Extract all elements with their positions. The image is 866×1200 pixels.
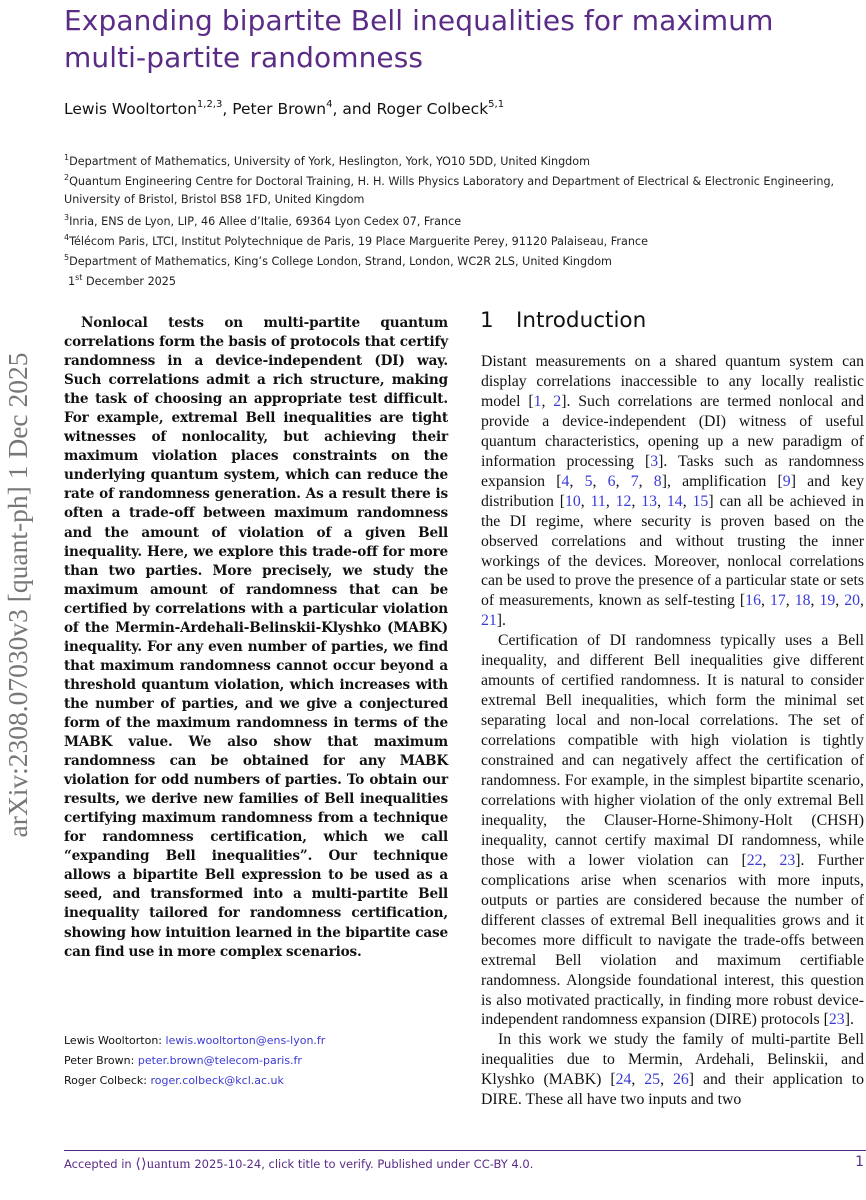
citation-link[interactable]: 21	[481, 612, 497, 630]
section-title: Introduction	[516, 308, 647, 333]
citation-link[interactable]: 16	[745, 592, 761, 610]
author-name: Peter Brown	[232, 100, 327, 118]
contact-line: Lewis Wooltorton: lewis.wooltorton@ens-lyon.fr	[64, 1034, 326, 1047]
citation-link[interactable]: 5	[584, 472, 593, 490]
contact-emails	[64, 1031, 325, 1091]
author-affiliation-marks: 4	[326, 99, 333, 110]
citation-link[interactable]: 23	[828, 1011, 845, 1029]
paper-title[interactable]: Expanding bipartite Bell inequalities for maximum multi-partite randomness	[64, 4, 774, 74]
publication-date: 1st December 2025	[68, 273, 177, 288]
citation-link[interactable]: 14	[666, 492, 683, 510]
paragraph: Distant measurements on a shared quantum system can display correlations inaccessible to any locally realistic model [1, 2]. Such correlations are termed nonlocal and provide a device-independent (DI) witness of useful quantum characteristics, opening up a new paradigm of information processing [3]. Tasks such as randomness expansion [4, 5, 6, 7, 8], amplification [9] and key distribution [10, 11, 12, 13, 14, 15] can all be achieved in the DI regime, where security is proven based on the observed correlations and without trusting the inner workings of the devices. Moreover, nonlocal correlations can be used to prove the presence of a particular state or sets of measurements, known as self-testing [16, 17, 18, 19, 20, 21].	[481, 353, 864, 630]
author-affiliation-marks: 1,2,3	[196, 99, 223, 110]
citation-link[interactable]: 15	[692, 492, 709, 510]
citation-link[interactable]: 22	[746, 851, 763, 869]
contact-line: Peter Brown: peter.brown@telecom-paris.fr	[64, 1054, 302, 1067]
citation-link[interactable]: 2	[553, 392, 562, 410]
citation-link[interactable]: 13	[641, 492, 658, 510]
affiliation-continued: University of Bristol, Bristol BS8 1FD, United Kingdom	[64, 193, 365, 206]
citation-link[interactable]: 25	[644, 1071, 661, 1089]
citation-link[interactable]: 8	[653, 472, 662, 490]
author-list: Lewis Wooltorton$^{1,2,3}$, Peter Brown$^4$, and Roger Colbeck$^{5,1}$	[64, 99, 505, 118]
email-link[interactable]: lewis.wooltorton@ens-lyon.fr	[165, 1034, 326, 1047]
affiliation: $^5$Department of Mathematics, King’s College London, Strand, London, WC2R 2LS, United Kingdom	[64, 253, 612, 268]
citation-link[interactable]: 10	[564, 492, 581, 510]
citation-link[interactable]: 3	[650, 452, 659, 470]
arxiv-sidebar	[0, 285, 36, 905]
email-link[interactable]: peter.brown@telecom-paris.fr	[137, 1054, 302, 1067]
citation-link[interactable]: 23	[779, 851, 796, 869]
citation-link[interactable]: 4	[561, 472, 570, 490]
citation-link[interactable]: 17	[769, 592, 786, 610]
affiliation: $^4$Télécom Paris, LTCI, Institut Polytechnique de Paris, 19 Place Marguerite Perey, 91120 Palaiseau, France	[64, 233, 648, 248]
arxiv-identifier: arXiv:2308.07030v3 [quant-ph] 1 Dec 2025	[2, 352, 33, 838]
footer-rule	[64, 1150, 866, 1151]
page-number: 1	[855, 1154, 864, 1170]
section-heading	[480, 308, 646, 333]
citation-link[interactable]: 9	[782, 472, 791, 490]
quantum-journal-logo: ⟨⟩uantum	[135, 1157, 191, 1172]
affiliation: $^3$Inria, ENS de Lyon, LIP, 46 Allee d’Italie, 69364 Lyon Cedex 07, France	[64, 213, 462, 228]
paragraph: In this work we study the family of multi-partite Bell inequalities due to Mermin, Ardehali, Belinskii, and Klyshko (MABK) [24, 25, 26] and their application to DIRE. These all have two inputs and two	[481, 1031, 864, 1109]
citation-link[interactable]: 6	[607, 472, 616, 490]
email-link[interactable]: roger.colbeck@kcl.ac.uk	[150, 1074, 284, 1087]
citation-link[interactable]: 24	[615, 1071, 632, 1089]
citation-link[interactable]: 19	[819, 592, 836, 610]
author-name: Lewis Wooltorton	[64, 100, 197, 118]
paragraph: Certification of DI randomness typically uses a Bell inequality, and different Bell inequalities give different amounts of certified randomness. It is natural to consider extremal Bell inequalities, which form the minimal set separating local and non-local correlations. The set of correlations compatible with high violation is tightly constrained and can negatively affect the certification of randomness. For example, in the simplest bipartite scenario, correlations with higher violation of the only extremal Bell inequality, the Clauser-Horne-Shimony-Holt (CHSH) inequality, cannot certify maximal DI randomness, while those with a lower violation can [22, 23]. Further complications arise when scenarios with more inputs, outputs or parties are considered because the number of different classes of extremal Bell inequalities grows and it becomes more difficult to navigate the trade-offs between extremal Bell violation and maximum certifiable randomness. Alongside foundational interest, this question is also motivated practically, in finding more robust device-independent randomness expansion (DIRE) protocols [23].	[481, 632, 864, 1029]
section-number: 1	[480, 308, 494, 333]
citation-link[interactable]: 20	[844, 592, 861, 610]
contact-line: Roger Colbeck: roger.colbeck@kcl.ac.uk	[64, 1074, 284, 1087]
author-affiliation-marks: 5,1	[488, 99, 505, 110]
citation-link[interactable]: 12	[615, 492, 632, 510]
citation-link[interactable]: 1	[533, 392, 542, 410]
citation-link[interactable]: 11	[590, 492, 606, 510]
introduction-body	[481, 352, 864, 1110]
abstract: Nonlocal tests on multi-partite quantum correlations form the basis of protocols that certify randomness in a device-independent (DI) way. Such correlations admit a rich structure, making the task of choosing an appropriate test difficult. For example, extremal Bell inequalities are tight witnesses of nonlocality, but achieving their maximum violation places constraints on the underlying quantum system, which can reduce the rate of randomness generation. As a result there is often a trade-off between maximum randomness and the amount of violation of a given Bell inequality. Here, we explore this trade-off for more than two parties. More precisely, we study the maximum amount of randomness that can be certified by correlations with a particular violation of the Mermin-Ardehali-Belinskii-Klyshko (MABK) inequality. For any even number of parties, we find that maximum randomness cannot occur beyond a threshold quantum violation, which increases with the number of parties, and we give a conjectured form of the maximum randomness in terms of the MABK value. We also show that maximum randomness can be obtained for any MABK violation for odd numbers of parties. To obtain our results, we derive new families of Bell inequalities certifying maximum randomness from a technique for randomness certification, which we call “expanding Bell inequalities”. Our technique allows a bipartite Bell expression to be used as a seed, and transformed into a multi-partite Bell inequality tailored for randomness certification, showing how intuition learned in the bipartite case can find use in more complex scenarios.	[64, 315, 448, 960]
citation-link[interactable]: 7	[630, 472, 639, 490]
citation-link[interactable]: 18	[794, 592, 811, 610]
author-name: Roger Colbeck	[376, 100, 489, 118]
affiliation: $^2$Quantum Engineering Centre for Doctoral Training, H. H. Wills Physics Laboratory and Department of Electrical & Electronic Engineering,	[64, 173, 835, 188]
footer-note[interactable]: Accepted in ⟨⟩uantum 2025-10-24, click title to verify. Published under CC-BY 4.0.	[64, 1157, 534, 1172]
citation-link[interactable]: 26	[672, 1071, 689, 1089]
affiliation: $^1$Department of Mathematics, University of York, Heslington, York, YO10 5DD, United Kingdom	[64, 153, 591, 168]
